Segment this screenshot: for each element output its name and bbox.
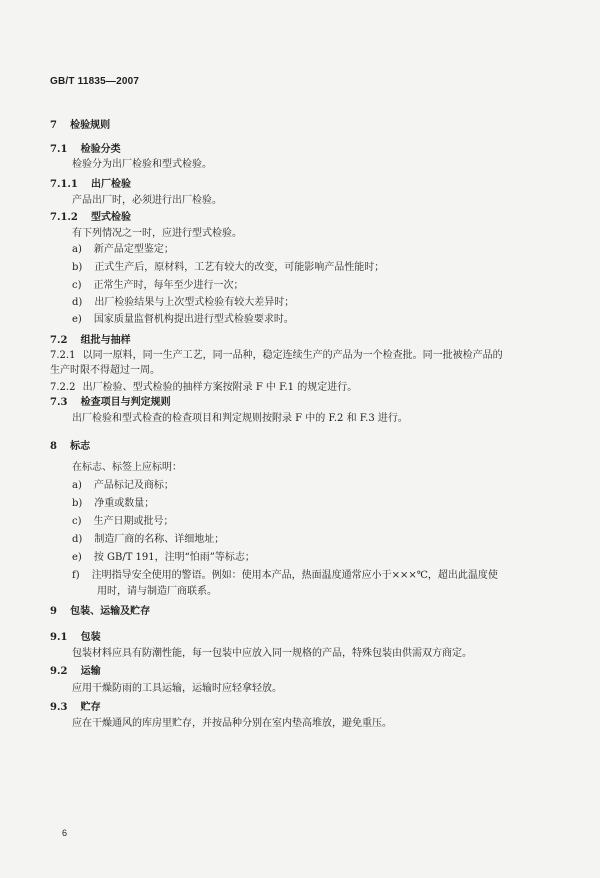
list-text: 正式生产后，原材料，工艺有较大的改变，可能影响产品性能时； — [94, 262, 385, 273]
list-text: 注明指导安全使用的警语。例如：使用本产品，热面温度通常应小于×××℃，超出此温度使 — [91, 570, 498, 581]
section-number: 7.3 — [50, 397, 68, 408]
section-title: 检验分类 — [80, 144, 121, 155]
section-9-1-heading — [50, 630, 101, 645]
section-number: 8 — [50, 441, 57, 452]
section-number: 7.1 — [50, 144, 68, 155]
list-label: b) — [72, 262, 83, 273]
section-7-1-2-heading — [50, 210, 131, 225]
section-9-2-heading — [50, 664, 101, 679]
section-9-heading — [50, 604, 150, 619]
list-item — [72, 532, 224, 547]
paragraph — [50, 380, 357, 395]
list-text: 新产品定型鉴定； — [93, 244, 174, 255]
list-text: 净重或数量； — [94, 498, 155, 509]
list-label: f) — [72, 570, 80, 581]
list-label: e) — [72, 314, 82, 325]
list-item — [72, 295, 294, 310]
paragraph-line: 出厂检验、型式检验的抽样方案按附录 F 中 F.1 的规定进行。 — [82, 382, 358, 393]
section-7-3-heading — [50, 395, 171, 410]
list-label: b) — [72, 498, 83, 509]
paragraph: 出厂检验和型式检查的检查项目和判定规则按附录 F 中的 F.2 和 F.3 进行。 — [72, 413, 408, 424]
section-title: 型式检验 — [91, 212, 132, 223]
section-number: 9.1 — [50, 632, 68, 643]
list-text: 产品标记及商标； — [93, 480, 174, 491]
section-number: 7 — [50, 120, 57, 131]
page-number: 6 — [62, 828, 68, 838]
section-7-1-heading — [50, 142, 121, 157]
section-title: 检验规则 — [70, 120, 111, 131]
list-text: 出厂检验结果与上次型式检验有较大差异时； — [94, 297, 295, 308]
section-title: 组批与抽样 — [80, 335, 131, 346]
section-title: 检查项目与判定规则 — [80, 397, 171, 408]
section-title: 包装 — [80, 632, 101, 643]
paragraph: 应在干燥通风的库房里贮存，并按品种分别在室内垫高堆放，避免重压。 — [72, 718, 392, 729]
list-text: 生产日期或批号； — [93, 516, 174, 527]
paragraph: 有下列情况之一时，应进行型式检验。 — [72, 228, 242, 239]
list-label: d) — [72, 534, 83, 545]
section-number: 7.2 — [50, 335, 68, 346]
list-label: c) — [72, 516, 82, 527]
list-item-continuation: 用时，请与制造厂商联系。 — [97, 586, 217, 597]
section-number: 7.2.1 — [50, 350, 76, 361]
section-title: 包装、运输及贮存 — [70, 606, 151, 617]
list-label: a) — [72, 480, 82, 491]
list-label: e) — [72, 552, 82, 563]
paragraph: 检验分为出厂检验和型式检验。 — [72, 159, 212, 170]
section-8-heading — [50, 439, 90, 454]
list-label: a) — [72, 244, 82, 255]
section-title: 出厂检验 — [91, 179, 132, 190]
paragraph-line: 以同一原料，同一生产工艺，同一品种，稳定连续生产的产品为一个检查批。同一批被检产品的 — [82, 350, 503, 361]
list-text: 制造厂商的名称、详细地址； — [94, 534, 225, 545]
section-7-2-heading — [50, 333, 131, 348]
paragraph — [50, 348, 503, 363]
list-label: d) — [72, 297, 83, 308]
section-number: 7.2.2 — [50, 382, 76, 393]
list-item — [72, 242, 174, 257]
section-title: 贮存 — [80, 702, 101, 713]
section-number: 7.1.1 — [50, 179, 78, 190]
list-item — [72, 514, 174, 529]
paragraph: 在标志、标签上应标明： — [72, 462, 182, 473]
paragraph-continuation: 生产时限不得超过一周。 — [50, 365, 160, 376]
section-number: 9.2 — [50, 666, 68, 677]
section-7-1-1-heading — [50, 177, 131, 192]
paragraph: 应用干燥防雨的工具运输，运输时应轻拿轻放。 — [72, 683, 282, 694]
list-item — [72, 550, 255, 565]
list-item — [72, 568, 498, 583]
list-item — [72, 478, 174, 493]
list-item — [72, 496, 154, 511]
list-item — [72, 260, 384, 275]
section-number: 7.1.2 — [50, 212, 78, 223]
section-title: 标志 — [70, 441, 91, 452]
section-7-heading — [50, 118, 110, 133]
section-title: 运输 — [80, 666, 101, 677]
list-label: c) — [72, 280, 82, 291]
paragraph: 包装材料应具有防潮性能，每一包装中应放入同一规格的产品，特殊包装由供需双方商定。 — [72, 648, 472, 659]
section-9-3-heading — [50, 700, 101, 715]
list-item — [72, 278, 244, 293]
paragraph: 产品出厂时，必须进行出厂检验。 — [72, 195, 222, 206]
section-number: 9.3 — [50, 702, 68, 713]
list-text: 正常生产时，每年至少进行一次； — [93, 280, 244, 291]
list-text: 国家质量监督机构提出进行型式检验要求时。 — [93, 314, 294, 325]
section-number: 9 — [50, 606, 57, 617]
list-text: 按 GB/T 191，注明“怕雨”等标志； — [93, 552, 255, 563]
list-item — [72, 312, 294, 327]
standard-code-header: GB/T 11835—2007 — [50, 76, 140, 87]
